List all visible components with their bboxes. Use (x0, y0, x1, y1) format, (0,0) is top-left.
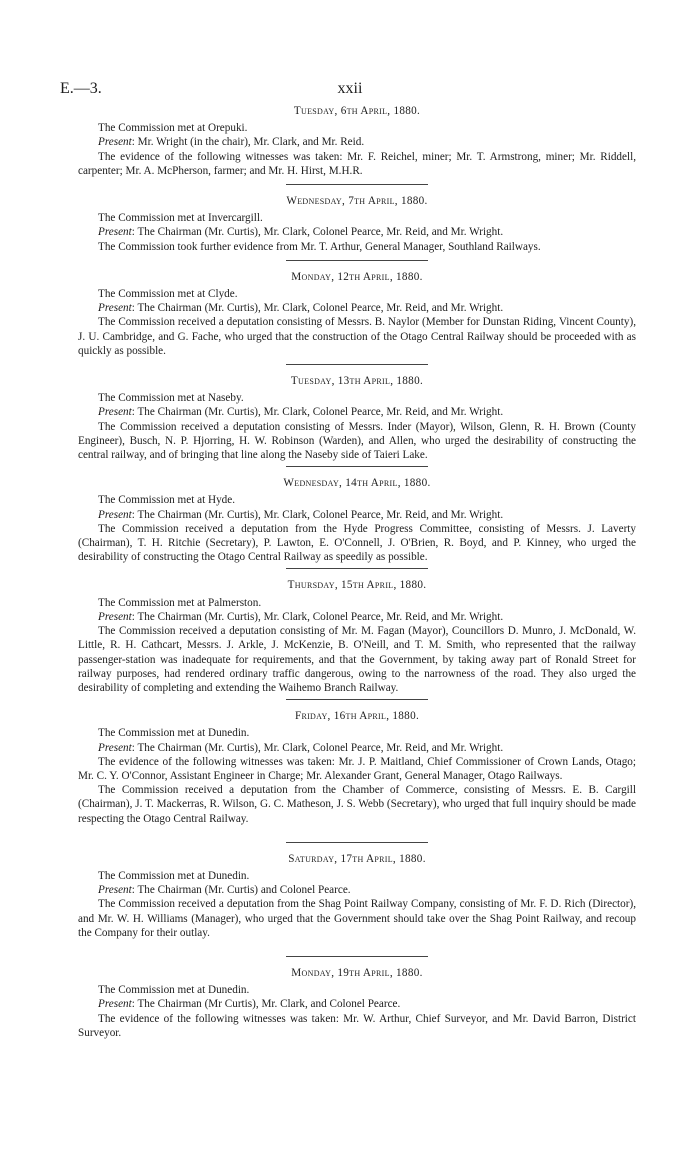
meeting-location: The Commission met at Palmerston. (98, 596, 262, 609)
meeting-location: The Commission met at Naseby. (98, 392, 244, 405)
attendance-line (78, 610, 636, 624)
meeting-location: The Commission met at Dunedin. (98, 727, 250, 740)
meeting-date: Monday, 12th April, 1880. (291, 270, 423, 283)
proceedings-paragraph: The Commission received a deputation consisting of Messrs. B. Naylor (Member for Dunstan Riding, Vincent County), J. U. Cambridge, and G. Fache, who urged that the construction of the Otago Central Railway should be proceeded with as quickly as possible. (78, 316, 636, 357)
minutes-entry (78, 699, 636, 826)
page-number: xxii (337, 80, 363, 97)
section-divider (286, 260, 428, 261)
minutes-entry (78, 842, 636, 940)
proceedings-paragraph: The evidence of the following witnesses was taken: Mr. F. Reichel, miner; Mr. T. Armstrong, miner; Mr. Riddell, carpenter; Mr. A. McPherson, farmer; and Mr. H. Hirst, M.H.R. (78, 150, 636, 177)
present-label: Present (98, 406, 132, 419)
proceedings-paragraph: The Commission took further evidence from Mr. T. Arthur, General Manager, Southland Railways. (98, 240, 541, 253)
meeting-date: Wednesday, 14th April, 1880. (283, 477, 431, 490)
present-label: Present (98, 884, 132, 897)
minutes-entry (78, 364, 636, 462)
attendees: : The Chairman (Mr. Curtis), Mr. Clark, Colonel Pearce, Mr. Reid, and Mr. Wright. (131, 741, 504, 754)
attendance-line (78, 508, 636, 522)
attendees: : The Chairman (Mr. Curtis), Mr. Clark, Colonel Pearce, Mr. Reid, and Mr. Wright. (131, 302, 504, 315)
present-label: Present (98, 302, 132, 315)
meeting-date: Friday, 16th April, 1880. (294, 710, 420, 723)
meeting-date: Monday, 19th April, 1880. (291, 966, 423, 979)
section-divider (286, 364, 428, 365)
proceedings-paragraph: The Commission received a deputation consisting of Mr. M. Fagan (Mayor), Councillors D. Munro, J. McDonald, W. Little, R. H. Cathcart, Messrs. J. Arkle, J. McKenzie, B. O'Neill, and T. M. Smith, who represented that the railway passenger-station was inadequate for requirements, and that the Government, by taking away part of Ronald Street for railway purposes, had rendered ordinary traffic dangerous, owing to the narrowness of the road. They also urged the desirability of completing and extending the Waihemo Branch Railway. (78, 625, 636, 694)
section-divider (286, 699, 428, 700)
proceedings-body (78, 104, 636, 1040)
present-label: Present (98, 136, 132, 149)
present-label: Present (98, 508, 132, 521)
meeting-date: Thursday, 15th April, 1880. (287, 579, 427, 592)
minutes-entry (78, 104, 636, 178)
proceedings-paragraph: The Commission received a deputation from the Shag Point Railway Company, consisting of Mr. F. D. Rich (Director), and Mr. W. H. Williams (Manager), who urged that the Government should take over the Shag Point Railway, and recoup the Company for their outlay. (78, 898, 636, 939)
meeting-location: The Commission met at Hyde. (98, 494, 236, 507)
attendance-line (78, 225, 636, 239)
section-divider (286, 184, 428, 185)
page-header (60, 80, 640, 102)
proceedings-paragraph: The evidence of the following witnesses was taken: Mr. W. Arthur, Chief Surveyor, and Mr. David Barron, District Surveyor. (78, 1012, 636, 1039)
minutes-entry (78, 184, 636, 254)
attendance-line (78, 883, 636, 897)
meeting-location: The Commission met at Orepuki. (98, 122, 248, 135)
minutes-entry (78, 956, 636, 1040)
proceedings-paragraph: The evidence of the following witnesses was taken: Mr. J. P. Maitland, Chief Commissioner of Crown Lands, Otago; Mr. C. Y. O'Connor, Assistant Engineer in Charge; Mr. Alexander Grant, General Manager, Otago Railways. (78, 755, 636, 782)
proceedings-paragraph: The Commission received a deputation from the Hyde Progress Committee, consisting of Messrs. J. Laverty (Chairman), T. H. Ritchie (Secretary), P. Lawton, E. O'Connell, J. O'Brien, R. Boyd, and P. Kinney, who urged the desirability of constructing the Otago Central Railway as speedily as possible. (78, 522, 636, 564)
meeting-date: Tuesday, 6th April, 1880. (293, 105, 421, 117)
attendees: : The Chairman (Mr. Curtis), Mr. Clark, Colonel Pearce, Mr. Reid, and Mr. Wright. (131, 508, 504, 521)
proceedings-paragraph: The Commission received a deputation from the Chamber of Commerce, consisting of Messrs. E. B. Cargill (Chairman), J. T. Mackerras, R. Wilson, G. C. Matheson, J. S. Webb (Secretary), who urged that full inquiry should be made respecting the Otago Central Railway. (78, 784, 636, 825)
attendees: : Mr. Wright (in the chair), Mr. Clark, and Mr. Reid. (131, 136, 365, 149)
attendees: : The Chairman (Mr. Curtis), Mr. Clark, Colonel Pearce, Mr. Reid, and Mr. Wright. (131, 406, 504, 419)
attendance-line (78, 997, 636, 1011)
meeting-date: Wednesday, 7th April, 1880. (286, 195, 428, 208)
meeting-location: The Commission met at Dunedin. (98, 984, 250, 997)
meeting-location: The Commission met at Clyde. (98, 288, 238, 301)
attendees: : The Chairman (Mr. Curtis), Mr. Clark, Colonel Pearce, Mr. Reid, and Mr. Wright. (131, 226, 504, 239)
attendees: : The Chairman (Mr. Curtis) and Colonel Pearce. (131, 884, 351, 897)
minutes-entry (78, 466, 636, 564)
meeting-location: The Commission met at Invercargill. (98, 212, 263, 225)
meeting-date: Tuesday, 13th April, 1880. (290, 375, 424, 388)
meeting-date: Saturday, 17th April, 1880. (288, 852, 426, 865)
attendance-line (78, 135, 636, 149)
section-divider (286, 466, 428, 467)
present-label: Present (98, 998, 132, 1011)
attendees: : The Chairman (Mr. Curtis), Mr. Clark, Colonel Pearce, Mr. Reid, and Mr. Wright. (131, 610, 504, 623)
attendance-line (78, 405, 636, 419)
meeting-location: The Commission met at Dunedin. (98, 869, 250, 882)
present-label: Present (98, 226, 132, 239)
attendees: : The Chairman (Mr Curtis), Mr. Clark, and Colonel Pearce. (131, 998, 401, 1011)
present-label: Present (98, 610, 132, 623)
minutes-entry (78, 568, 636, 695)
section-divider (286, 842, 428, 843)
present-label: Present (98, 741, 132, 754)
paper-reference: E.—3. (60, 80, 102, 97)
section-divider (286, 568, 428, 569)
proceedings-paragraph: The Commission received a deputation consisting of Messrs. Inder (Mayor), Wilson, Glenn, R. H. Brown (County Engineer), Busch, N. P. Hjorring, H. W. Robinson (Warden), and Allen, who urged the desirability of constructing the central railway, and of bringing that line along the Naseby side of Taieri Lake. (78, 420, 636, 462)
attendance-line (78, 741, 636, 755)
attendance-line (78, 301, 636, 315)
minutes-entry (78, 260, 636, 358)
section-divider (286, 956, 428, 957)
